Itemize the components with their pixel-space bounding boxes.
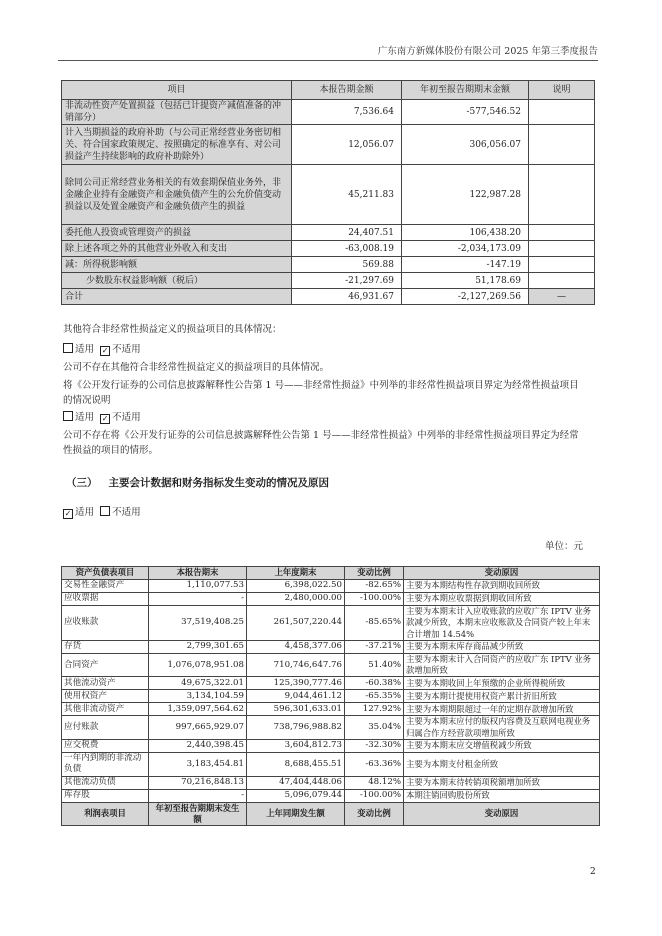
table-row bbox=[62, 257, 595, 273]
table-row bbox=[62, 593, 600, 606]
table-header-row bbox=[62, 567, 600, 580]
row-ytd: 106,438.20 bbox=[402, 225, 529, 241]
row-prior: 6,398,022.50 bbox=[247, 580, 345, 593]
row-item: 委托他人投资或管理资产的损益 bbox=[62, 225, 292, 241]
row-current: 12,056.07 bbox=[292, 125, 402, 165]
column-header: 本报告期末 bbox=[149, 567, 247, 580]
row-note bbox=[529, 165, 595, 225]
column-header: 上年度期末 bbox=[247, 567, 345, 580]
row-change: -65.35% bbox=[345, 690, 404, 703]
column-header: 本报告期金额 bbox=[292, 81, 402, 100]
table-header-row bbox=[62, 81, 595, 100]
column-header: 项目 bbox=[62, 81, 292, 100]
row-prior: 2,480,000.00 bbox=[247, 593, 345, 606]
row-note bbox=[529, 100, 595, 125]
row-prior: 710,746,647.76 bbox=[247, 653, 345, 677]
paragraph: 公司不存在将《公开发行证券的公司信息披露解释性公告第 1 号——非经常性损益》中列举的非经常性损益项目界定为经常性损益的项目的情形。 bbox=[63, 430, 579, 456]
row-current: -21,297.69 bbox=[292, 273, 402, 289]
row-change: -63.36% bbox=[345, 753, 404, 777]
row-current: 997,665,929.07 bbox=[149, 716, 247, 740]
row-prior: 125,390,777.46 bbox=[247, 677, 345, 690]
row-item: 应收票据 bbox=[62, 593, 149, 606]
row-reason: 主要为本期末待转销项税额增加所致 bbox=[404, 776, 600, 789]
row-current: 7,536.64 bbox=[292, 100, 402, 125]
row-prior: 8,688,455.51 bbox=[247, 753, 345, 777]
checkbox-empty bbox=[63, 411, 73, 421]
row-item: 其他流动负债 bbox=[62, 776, 149, 789]
column-header: 上年同期发生额 bbox=[247, 802, 345, 826]
paragraph: 将《公开发行证券的公司信息披露解释性公告第 1 号——非经常性损益》中列举的非经常性损益项目界定为经常性损益项目的情况说明 bbox=[63, 380, 579, 406]
column-header: 利润表项目 bbox=[62, 802, 149, 826]
row-current: 45,211.83 bbox=[292, 165, 402, 225]
row-current: 2,440,398.45 bbox=[149, 740, 247, 753]
table-row bbox=[62, 753, 600, 777]
row-item: 计入当期损益的政府补助（与公司正常经营业务密切相关、符合国家政策规定、按照确定的标准享有、对公司损益产生持续影响的政府补助除外） bbox=[62, 125, 292, 165]
row-change: 127.92% bbox=[345, 703, 404, 716]
row-note: — bbox=[529, 289, 595, 305]
row-item: 交易性金融资产 bbox=[62, 580, 149, 593]
row-prior: 47,404,448.06 bbox=[247, 776, 345, 789]
row-change: 48.12% bbox=[345, 776, 404, 789]
row-current: 3,134,104.59 bbox=[149, 690, 247, 703]
row-current: 1,359,097,564.62 bbox=[149, 703, 247, 716]
row-current: 70,216,848.13 bbox=[149, 776, 247, 789]
table-row bbox=[62, 690, 600, 703]
row-ytd: -147.19 bbox=[402, 257, 529, 273]
table-total-row bbox=[62, 289, 595, 305]
row-item: 少数股东权益影响额（税后） bbox=[62, 273, 292, 289]
row-current: 1,110,077.53 bbox=[149, 580, 247, 593]
report-header: 广东南方新媒体股份有限公司 2025 年第三季度报告 bbox=[377, 46, 598, 57]
row-reason: 主要为本期结构性存款到期收回所致 bbox=[404, 580, 600, 593]
row-ytd: -2,127,269.56 bbox=[402, 289, 529, 305]
row-prior: 738,796,988.82 bbox=[247, 716, 345, 740]
row-item: 除上述各项之外的其他营业外收入和支出 bbox=[62, 241, 292, 257]
unit-label: 单位：元 bbox=[545, 541, 584, 552]
row-current: -63,008.19 bbox=[292, 241, 402, 257]
row-ytd: 51,178.69 bbox=[402, 273, 529, 289]
row-prior: 5,096,079.44 bbox=[247, 789, 345, 802]
row-item: 应付账款 bbox=[62, 716, 149, 740]
column-header: 变动比例 bbox=[345, 802, 404, 826]
row-prior: 261,507,220.44 bbox=[247, 606, 345, 641]
table-subheader-row bbox=[62, 802, 600, 826]
page-number: 2 bbox=[590, 867, 596, 877]
row-item: 一年内到期的非流动负债 bbox=[62, 753, 149, 777]
row-ytd: -577,546.52 bbox=[402, 100, 529, 125]
table-row bbox=[62, 273, 595, 289]
row-current: - bbox=[149, 789, 247, 802]
column-header: 年初至报告期期末发生额 bbox=[149, 802, 247, 826]
table-row bbox=[62, 703, 600, 716]
row-reason: 主要为本期末计入合同资产的应收广东 IPTV 业务款增加所致 bbox=[404, 653, 600, 677]
row-change: -100.00% bbox=[345, 593, 404, 606]
row-note bbox=[529, 225, 595, 241]
row-reason: 主要为本期计提使用权资产累计折旧所致 bbox=[404, 690, 600, 703]
table-row bbox=[62, 776, 600, 789]
table-row bbox=[62, 640, 600, 653]
row-item: 其他流动资产 bbox=[62, 677, 149, 690]
row-change: -37.21% bbox=[345, 640, 404, 653]
row-reason: 主要为本期末应交增值税减少所致 bbox=[404, 740, 600, 753]
checkbox-empty bbox=[63, 343, 73, 353]
row-note bbox=[529, 125, 595, 165]
table-row bbox=[62, 789, 600, 802]
row-prior: 9,044,461.12 bbox=[247, 690, 345, 703]
row-ytd: 306,056.07 bbox=[402, 125, 529, 165]
table-row bbox=[62, 677, 600, 690]
row-ytd: 122,987.28 bbox=[402, 165, 529, 225]
checkbox-checked: ✓ bbox=[101, 346, 109, 355]
row-current: 24,407.51 bbox=[292, 225, 402, 241]
paragraph: 公司不存在其他符合非经常性损益定义的损益项目的具体情况。 bbox=[63, 362, 330, 373]
row-change: -60.38% bbox=[345, 677, 404, 690]
table-row bbox=[62, 740, 600, 753]
row-change: -82.65% bbox=[345, 580, 404, 593]
row-item: 减：所得税影响额 bbox=[62, 257, 292, 273]
applicability-checkboxes: 适用 ✓ 不适用 bbox=[63, 342, 141, 357]
row-prior: 3,604,812.73 bbox=[247, 740, 345, 753]
table-row bbox=[62, 225, 595, 241]
paragraph: 其他符合非经常性损益定义的损益项目的具体情况： bbox=[63, 324, 282, 335]
row-current: 569.88 bbox=[292, 257, 402, 273]
row-item: 合同资产 bbox=[62, 653, 149, 677]
checkbox-checked: ✓ bbox=[101, 414, 109, 423]
column-header: 变动原因 bbox=[404, 802, 600, 826]
row-note bbox=[529, 241, 595, 257]
row-item: 非流动性资产处置损益（包括已计提资产减值准备的冲销部分） bbox=[62, 100, 292, 125]
row-note bbox=[529, 273, 595, 289]
row-current: 49,675,322.01 bbox=[149, 677, 247, 690]
row-item: 除同公司正常经营业务相关的有效套期保值业务外，非金融企业持有金融资产和金融负债产生的公允价值变动损益以及处置金融资产和金融负债产生的损益 bbox=[62, 165, 292, 225]
table-row bbox=[62, 165, 595, 225]
row-item: 其他非流动资产 bbox=[62, 703, 149, 716]
table-row bbox=[62, 653, 600, 677]
row-item: 库存股 bbox=[62, 789, 149, 802]
row-reason: 主要为本期应收票据到期收回所致 bbox=[404, 593, 600, 606]
row-prior: 4,458,377.06 bbox=[247, 640, 345, 653]
row-item: 应交税费 bbox=[62, 740, 149, 753]
column-header: 变动比例 bbox=[345, 567, 404, 580]
row-change: -100.00% bbox=[345, 789, 404, 802]
applicability-checkboxes: 适用 ✓ 不适用 bbox=[63, 410, 141, 425]
row-change: -32.30% bbox=[345, 740, 404, 753]
row-reason: 主要为本期支付租金所致 bbox=[404, 753, 600, 777]
row-ytd: -2,034,173.09 bbox=[402, 241, 529, 257]
table-row bbox=[62, 241, 595, 257]
row-reason: 主要为本期收回上年预缴的企业所得税所致 bbox=[404, 677, 600, 690]
table-row bbox=[62, 606, 600, 641]
row-reason: 主要为本期期限超过一年的定期存款增加所致 bbox=[404, 703, 600, 716]
column-header: 资产负债表项目 bbox=[62, 567, 149, 580]
row-item: 使用权资产 bbox=[62, 690, 149, 703]
row-change: 51.40% bbox=[345, 653, 404, 677]
row-item: 存货 bbox=[62, 640, 149, 653]
row-reason: 主要为本期末应付的版权内容费及互联网电视业务归属合作方经营款项增加所致 bbox=[404, 716, 600, 740]
row-reason: 主要为本期末库存商品减少所致 bbox=[404, 640, 600, 653]
header-divider bbox=[58, 60, 598, 61]
column-header: 说明 bbox=[529, 81, 595, 100]
row-change: 35.04% bbox=[345, 716, 404, 740]
balance-sheet-changes-table bbox=[61, 566, 600, 826]
row-change: -85.65% bbox=[345, 606, 404, 641]
checkbox-checked: ✓ bbox=[64, 509, 72, 518]
row-reason: 本期注销回购股份所致 bbox=[404, 789, 600, 802]
row-current: - bbox=[149, 593, 247, 606]
row-current: 3,183,454.81 bbox=[149, 753, 247, 777]
row-item: 应收账款 bbox=[62, 606, 149, 641]
column-header: 年初至报告期期末金额 bbox=[402, 81, 529, 100]
applicability-checkboxes: ✓ 适用 不适用 bbox=[64, 507, 141, 518]
column-header: 变动原因 bbox=[404, 567, 600, 580]
checkbox-empty bbox=[100, 506, 110, 516]
non-recurring-items-table bbox=[61, 80, 595, 305]
row-reason: 主要为本期末计入应收账款的应收广东 IPTV 业务款减少所致，本期末应收账款及合同资产较上年末合计增加 14.54% bbox=[404, 606, 600, 641]
row-note bbox=[529, 257, 595, 273]
table-row bbox=[62, 580, 600, 593]
table-row bbox=[62, 125, 595, 165]
row-current: 1,076,078,951.08 bbox=[149, 653, 247, 677]
row-item: 合计 bbox=[62, 289, 292, 305]
section-heading: （三） 主要会计数据和财务指标发生变动的情况及原因 bbox=[66, 477, 329, 489]
row-current: 37,519,408.25 bbox=[149, 606, 247, 641]
table-row bbox=[62, 716, 600, 740]
row-prior: 596,301,633.01 bbox=[247, 703, 345, 716]
row-current: 46,931.67 bbox=[292, 289, 402, 305]
table-row bbox=[62, 100, 595, 125]
row-current: 2,799,301.65 bbox=[149, 640, 247, 653]
